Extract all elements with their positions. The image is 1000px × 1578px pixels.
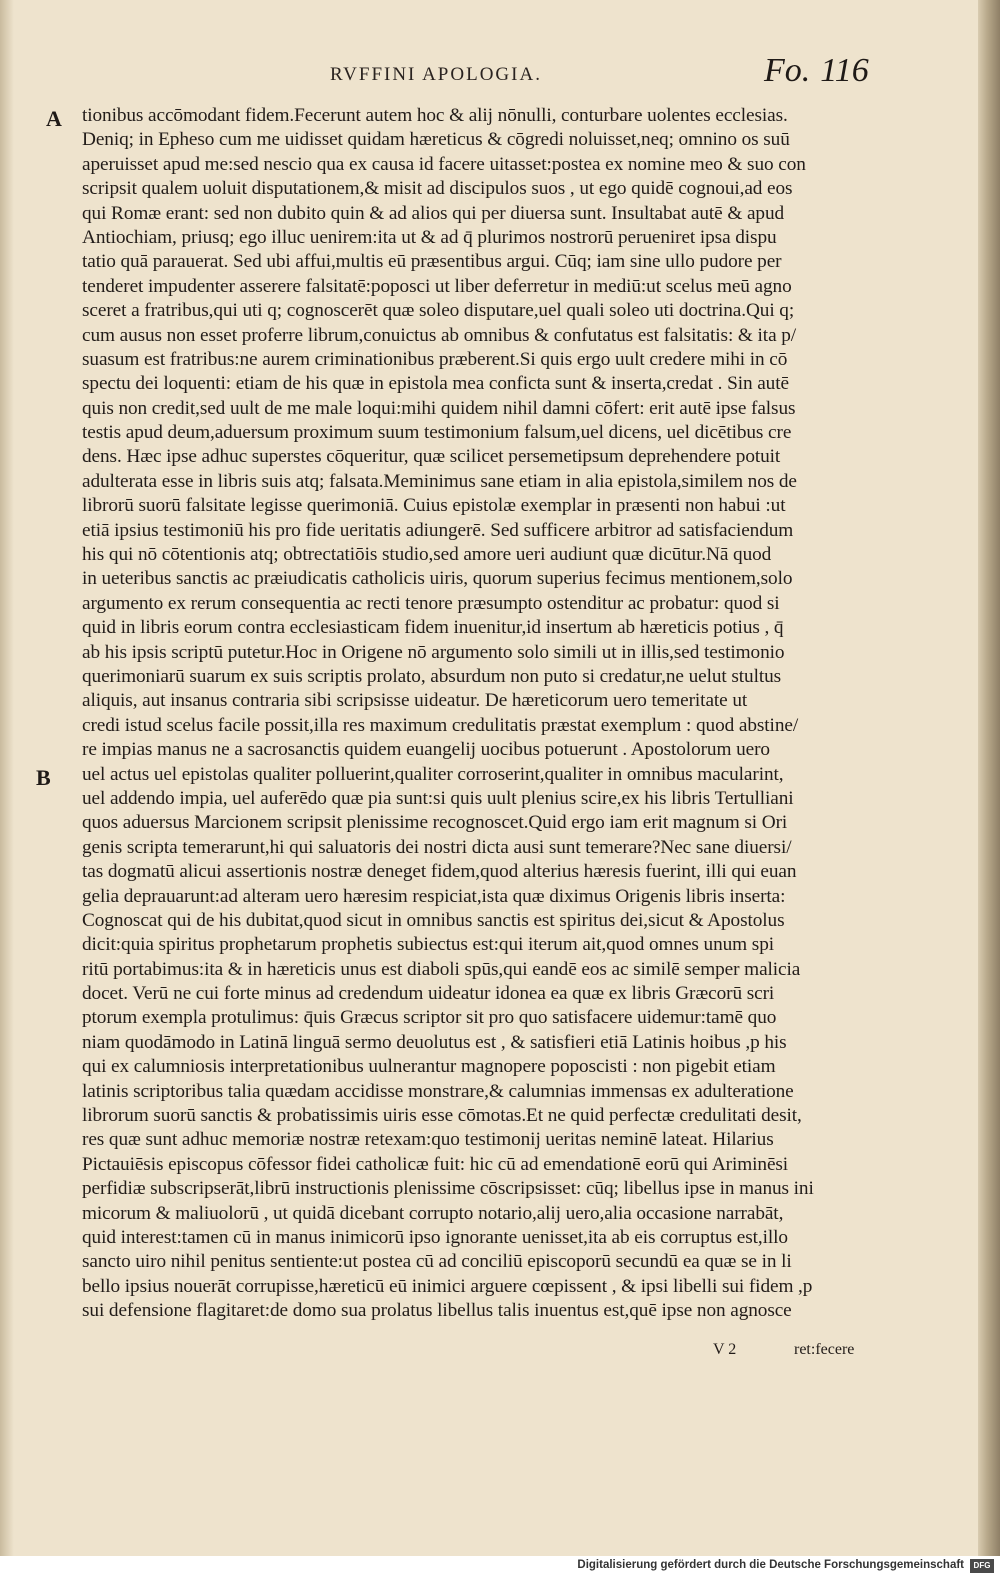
gutter-shadow [0, 0, 14, 1578]
text-line: bello ipsius nouerāt corrupisse,hæreticū eū inimici arguere cœpissent , & ipsi libelli sui fidem ,p [82, 1275, 813, 1297]
text-line: res quæ sunt adhuc memoriæ nostræ retexam:quo testimonij ueritas neminē lateat. Hilarius [82, 1129, 774, 1151]
page-edge [978, 0, 1000, 1578]
text-line: quid in libris eorum contra ecclesiasticam fidem inuenitur,id insertum ab hæreticis potius , q̄ [82, 617, 784, 639]
text-line: docet. Verū ne cui forte minus ad credendum uideatur idonea ea quæ ex libris Græcorū scri [82, 983, 775, 1005]
text-line: latinis scriptoribus talia quædam accidisse monstrare,& calumnias immensas ex adulteratione [82, 1080, 794, 1102]
text-line: aliquis, aut insanus contraria sibi scripsisse uideatur. De hæreticorum uero temeritate ut [82, 690, 748, 712]
text-line: gelia deprauarunt:ad alteram uero hæresim respiciat,ista quæ diximus Origenis libris inserta: [82, 885, 786, 907]
margin-letter-b: B [36, 765, 51, 790]
running-title: RVFFINI APOLOGIA. [330, 64, 542, 85]
text-line: qui ex calumniosis interpretationibus uulnerantur magnopere poposcisti : non pigebit etiam [82, 1056, 776, 1078]
text-line: quis non credit,sed uult de me male loqui:mihi quidem nihil damni cōfert: erit autē ipse falsus [82, 397, 796, 419]
text-line: sui defensione flagitaret:de domo sua prolatus libellus talis inuentus est,quē ipse non agnosce [82, 1300, 792, 1322]
body-text [82, 104, 872, 1324]
text-line: perfidiæ subscripserāt,librū instructionis plenissime cōscripsisset: cūq; libellus ipse in manus ini [82, 1178, 814, 1200]
dfg-logo-icon: DFG [970, 1559, 994, 1573]
text-line: in ueteribus sanctis ac præiudicatis catholicis uiris, quorum superius fecimus mentionem,solo [82, 568, 793, 590]
text-line: sancto uiro nihil penitus sentiente:ut postea cū ad conciliū episcoporū secundū ea quæ se in li [82, 1251, 792, 1273]
text-line: ab his ipsis scriptū putetur.Hoc in Origene nō argumento solo simili ut in illis,sed testimonio [82, 641, 785, 663]
text-line: librorū suorū falsitate legisse querimoniā. Cuius epistolæ exemplar in præsenti non habui :ut [82, 495, 786, 517]
text-line: dicit:quia spiritus prophetarum prophetis subiectus est:qui iterum ait,quod omnes unum spi [82, 934, 774, 956]
folio [764, 52, 869, 90]
text-line: querimoniarū suarum ex suis scriptis prolato, absurdum non puto si credatur,ne uelut stultus [82, 665, 782, 687]
text-line: sceret a fratribus,qui uti q; cognoscerēt quæ soleo disputare,uel quali soleo uti doctrina.Qui q; [82, 300, 795, 322]
text-line: Deniq; in Epheso cum me uidisset quidam hæreticus & cōgredi noluisset,neq; omnino os suū [82, 129, 790, 151]
text-line: ptorum exempla protulimus: q̄uis Græcus scriptor sit pro quo satisfacere uidemur:tamē quo [82, 1007, 777, 1029]
digitization-credit: Digitalisierung gefördert durch die Deutsche Forschungsgemeinschaft [577, 1559, 964, 1571]
text-line: genis scripta temerarunt,hi qui saluatoris dei nostri dicta ausi sunt temerare?Nec sane diuersi/ [82, 836, 792, 858]
text-line: niam quodāmodo in Latinā linguā sermo deuolutus est , & satisfieri etiā Latinis hoibus ,p his [82, 1031, 787, 1053]
signature-mark: V 2 [713, 1341, 737, 1358]
margin-letter-a: A [46, 106, 62, 131]
text-line: tenderet impudenter asserere falsitatē:poposci ut liber deferretur in mediū:ut scelus meū agno [82, 275, 792, 297]
text-line: Cognoscat qui de his dubitat,quod sicut in omnibus sanctis est spiritus dei,sicut & Apostolus [82, 909, 785, 931]
text-line: uel actus uel epistolas qualiter polluerint,qualiter corroserint,qualiter in omnibus macularint, [82, 763, 784, 785]
text-line: librorum suorū sanctis & probatissimis uiris esse cōmotas.Et ne quid perfectæ credulitati desit, [82, 1105, 802, 1127]
text-line: aperuisset apud me:sed nescio qua ex causa id facere uitasset:postea ex nomine meo & suo con [82, 153, 806, 175]
text-line: adulterata esse in libris suis atq; falsata.Meminimus sane etiam in alia epistola,similem nos de [82, 470, 797, 492]
text-line: cum ausus non esset proferre librum,conuictus ab omnibus & confutatus est falsitatis: & ita p/ [82, 324, 797, 346]
text-line: quid interest:tamen cū in manus inimicorū ipso ignorante uenisset,ita ab eis corruptus est,illo [82, 1226, 788, 1248]
folio-label: Fo. [764, 52, 811, 89]
text-line: quos aduersus Marcionem scripsit plenissime recognoscet.Quid ergo iam erit magnum si Ori [82, 812, 788, 834]
text-line: etiā ipsius testimoniū his pro fide ueritatis adiungerē. Sed sufficere arbitror ad satisfaciendum [82, 519, 794, 541]
catchword: ret:fecere [794, 1341, 855, 1358]
text-line: tatio quā parauerat. Sed ubi affui,multis eū præsentibus argui. Cūq; iam sine ullo pudore per [82, 251, 782, 273]
text-line: suasum est fratribus:ne aurem criminationibus præberent.Si quis ergo uult credere mihi in cō [82, 348, 788, 370]
text-line: qui Romæ erant: sed non dubito quin & ad alios qui per diuersa sunt. Insultabat autē & apud [82, 202, 785, 224]
digitization-footer [0, 1556, 1000, 1578]
text-line: scripsit qualem uoluit disputationem,& misit ad discipulos suos , ut ego quidē cognoui,ad eos [82, 178, 793, 200]
text-line: argumento ex rerum consequentia ac recti tenore præsumpto ostenditur ac probatur: quod si [82, 592, 780, 614]
text-line: uel addendo impia, uel auferēdo quæ pia sunt:si quis uult plenius scire,ex his libris Tertulliani [82, 787, 794, 809]
text-line: testis apud deum,aduersum proximum suum testimonium falsum,uel dicens, uel dicētibus cre [82, 422, 792, 444]
text-line: tionibus accōmodant fidem.Fecerunt autem hoc & alij nōnulli, conturbare uolentes ecclesias. [82, 105, 788, 126]
text-line: re impias manus ne a sacrosanctis quidem euangelij uocibus potuerunt . Apostolorum uero [82, 739, 770, 761]
text-line: credi istud scelus facile possit,illa res maximum credulitatis præstat exemplum : quod abstine/ [82, 714, 799, 736]
text-line: tas dogmatū alicui assertionis nostræ deneget fidem,quod alterius hæresis fuerint, illi qui euan [82, 861, 797, 883]
text-line: dens. Hæc ipse adhuc superstes cōqueritur, quæ scilicet persemetipsum deprehendere potuit [82, 446, 781, 468]
folio-number: 116 [820, 52, 869, 89]
text-line: ritū portabimus:ita & in hæreticis unus est diaboli spūs,qui eandē eos ac similē semper malicia [82, 958, 801, 980]
text-line: Antiochiam, priusq; ego illuc uenirem:ita ut & ad q̄ plurimos nostrorū perueniret ipsa dispu [82, 226, 777, 248]
text-line: Pictauiēsis episcopus cōfessor fidei catholicæ fuit: hic cū ad emendationē eorū qui Ariminēsi [82, 1153, 789, 1175]
text-line: his qui nō cōtentionis atq; obtrectatiōis studio,sed amore ueri audiunt quæ dicūtur.Nā quod [82, 544, 772, 566]
text-line: micorum & maliuolorū , ut quidā dicebant corrupto notario,alij uero,alia occasione narrabāt, [82, 1202, 784, 1224]
text-line: spectu dei loquenti: etiam de his quæ in epistola mea conficta sunt & inserta,credat . Sin autē [82, 373, 789, 395]
